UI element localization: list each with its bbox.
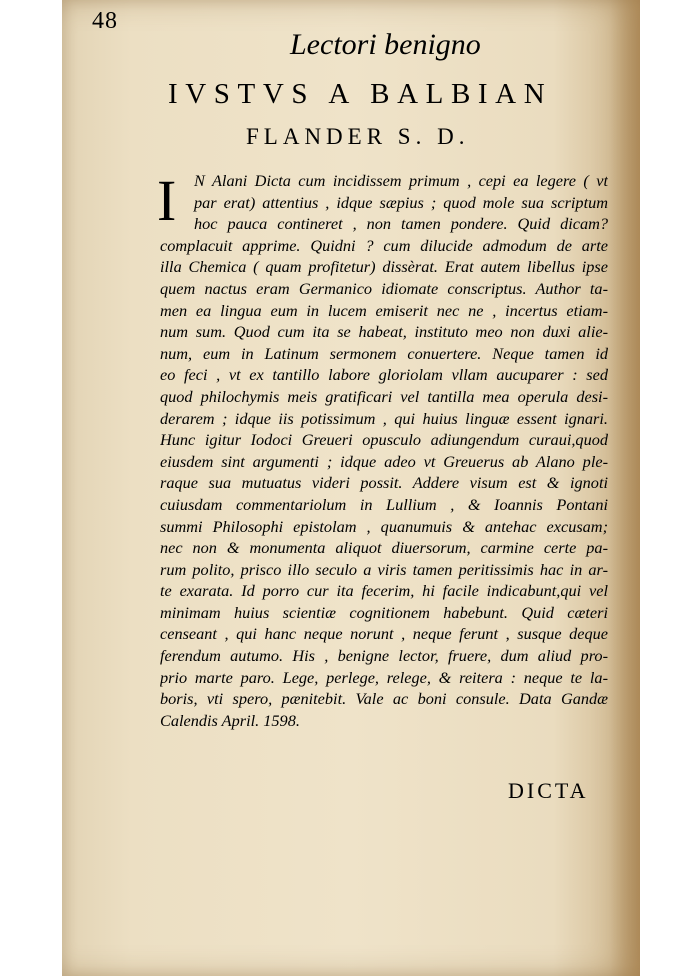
drop-cap: I [157, 168, 177, 233]
text-line: boris, vti spero, pænitebit. Vale ac boni consule. Data Gandæ [160, 689, 608, 709]
text-line: derarem ; idque iis potissimum , qui huius linguæ essent ignari. [160, 408, 608, 428]
text-line: quod philochymis meis gratificari vel tantilla mea operula desi- [160, 386, 608, 406]
text-line: minimam huius scientiæ cognitionem habebunt. Quid cæteri [160, 602, 608, 622]
text-line: men ea lingua eum in lucem emiserit nec ne , incertus etiam- [160, 300, 608, 320]
text-line: ferendum autumo. His , benigne lector, fruere, dum aliud pro- [160, 646, 608, 666]
text-line: cuiusdam commentariolum in Lullium , & Ioannis Pontani [160, 494, 608, 514]
text-line: num, eum in Latinum sermonem conuertere. Neque tamen id [160, 343, 608, 363]
catchword: DICTA [508, 778, 589, 803]
text-line: Hunc igitur Iodoci Greueri opusculo adiungendum curaui,quod [160, 430, 608, 450]
text-line: te exarata. Id porro cur ita fecerim, hi facile indicabunt,qui vel [160, 581, 608, 601]
text-line: eiusdem sint argumenti ; idque adeo vt Greuerus ab Alano ple- [160, 451, 608, 471]
text-line: num sum. Quod cum ita se habeat, instituto meo non duxi alie- [160, 322, 608, 342]
letter-body [160, 170, 608, 731]
page-number: 48 [92, 8, 118, 34]
text-line: N Alani Dicta cum incidissem primum , cepi ea legere ( vt [194, 171, 608, 190]
text-line: rum polito, prisco illo seculo a viris tamen peritissimis hac in ar- [160, 559, 608, 579]
author-heading: IVSTVS A BALBIAN [168, 78, 553, 110]
text-line: summi Philosophi epistolam , quanumuis & antehac excusam; [160, 516, 608, 536]
text-line: censeant , qui hanc neque norunt , neque ferunt , susque deque [160, 624, 608, 644]
page-edge-stain [610, 0, 640, 976]
text-line: quem nactus eram Germanico idiomate conscriptus. Author ta- [160, 278, 608, 298]
text-line: nec non & monumenta aliquot diuersorum, carmine certe pa- [160, 538, 608, 558]
text-line: hoc pauca contineret , non tamen pondere. Quid dicam? [194, 214, 608, 234]
author-subheading: FLANDER S. D. [246, 124, 470, 149]
text-line: prio marte paro. Lege, perlege, relege, & reitera : neque te la- [160, 667, 608, 687]
text-line: eo feci , vt ex tantillo labore gloriolam vllam aucuparer : sed [160, 365, 608, 385]
running-head: Lectori benigno [290, 28, 481, 61]
text-line: illa Chemica ( quam profitetur) dissèrat. Erat autem libellus ipse [160, 257, 608, 277]
text-line: Calendis April. 1598. [160, 710, 300, 730]
text-line: par erat) attentius , idque sæpius ; quod mole sua scriptum [194, 192, 608, 212]
text-line: raque sua mutuatus videri possit. Addere visum est & ignoti [160, 473, 608, 493]
text-line: complacuit apprime. Quidni ? cum dilucide admodum de arte [160, 235, 608, 255]
